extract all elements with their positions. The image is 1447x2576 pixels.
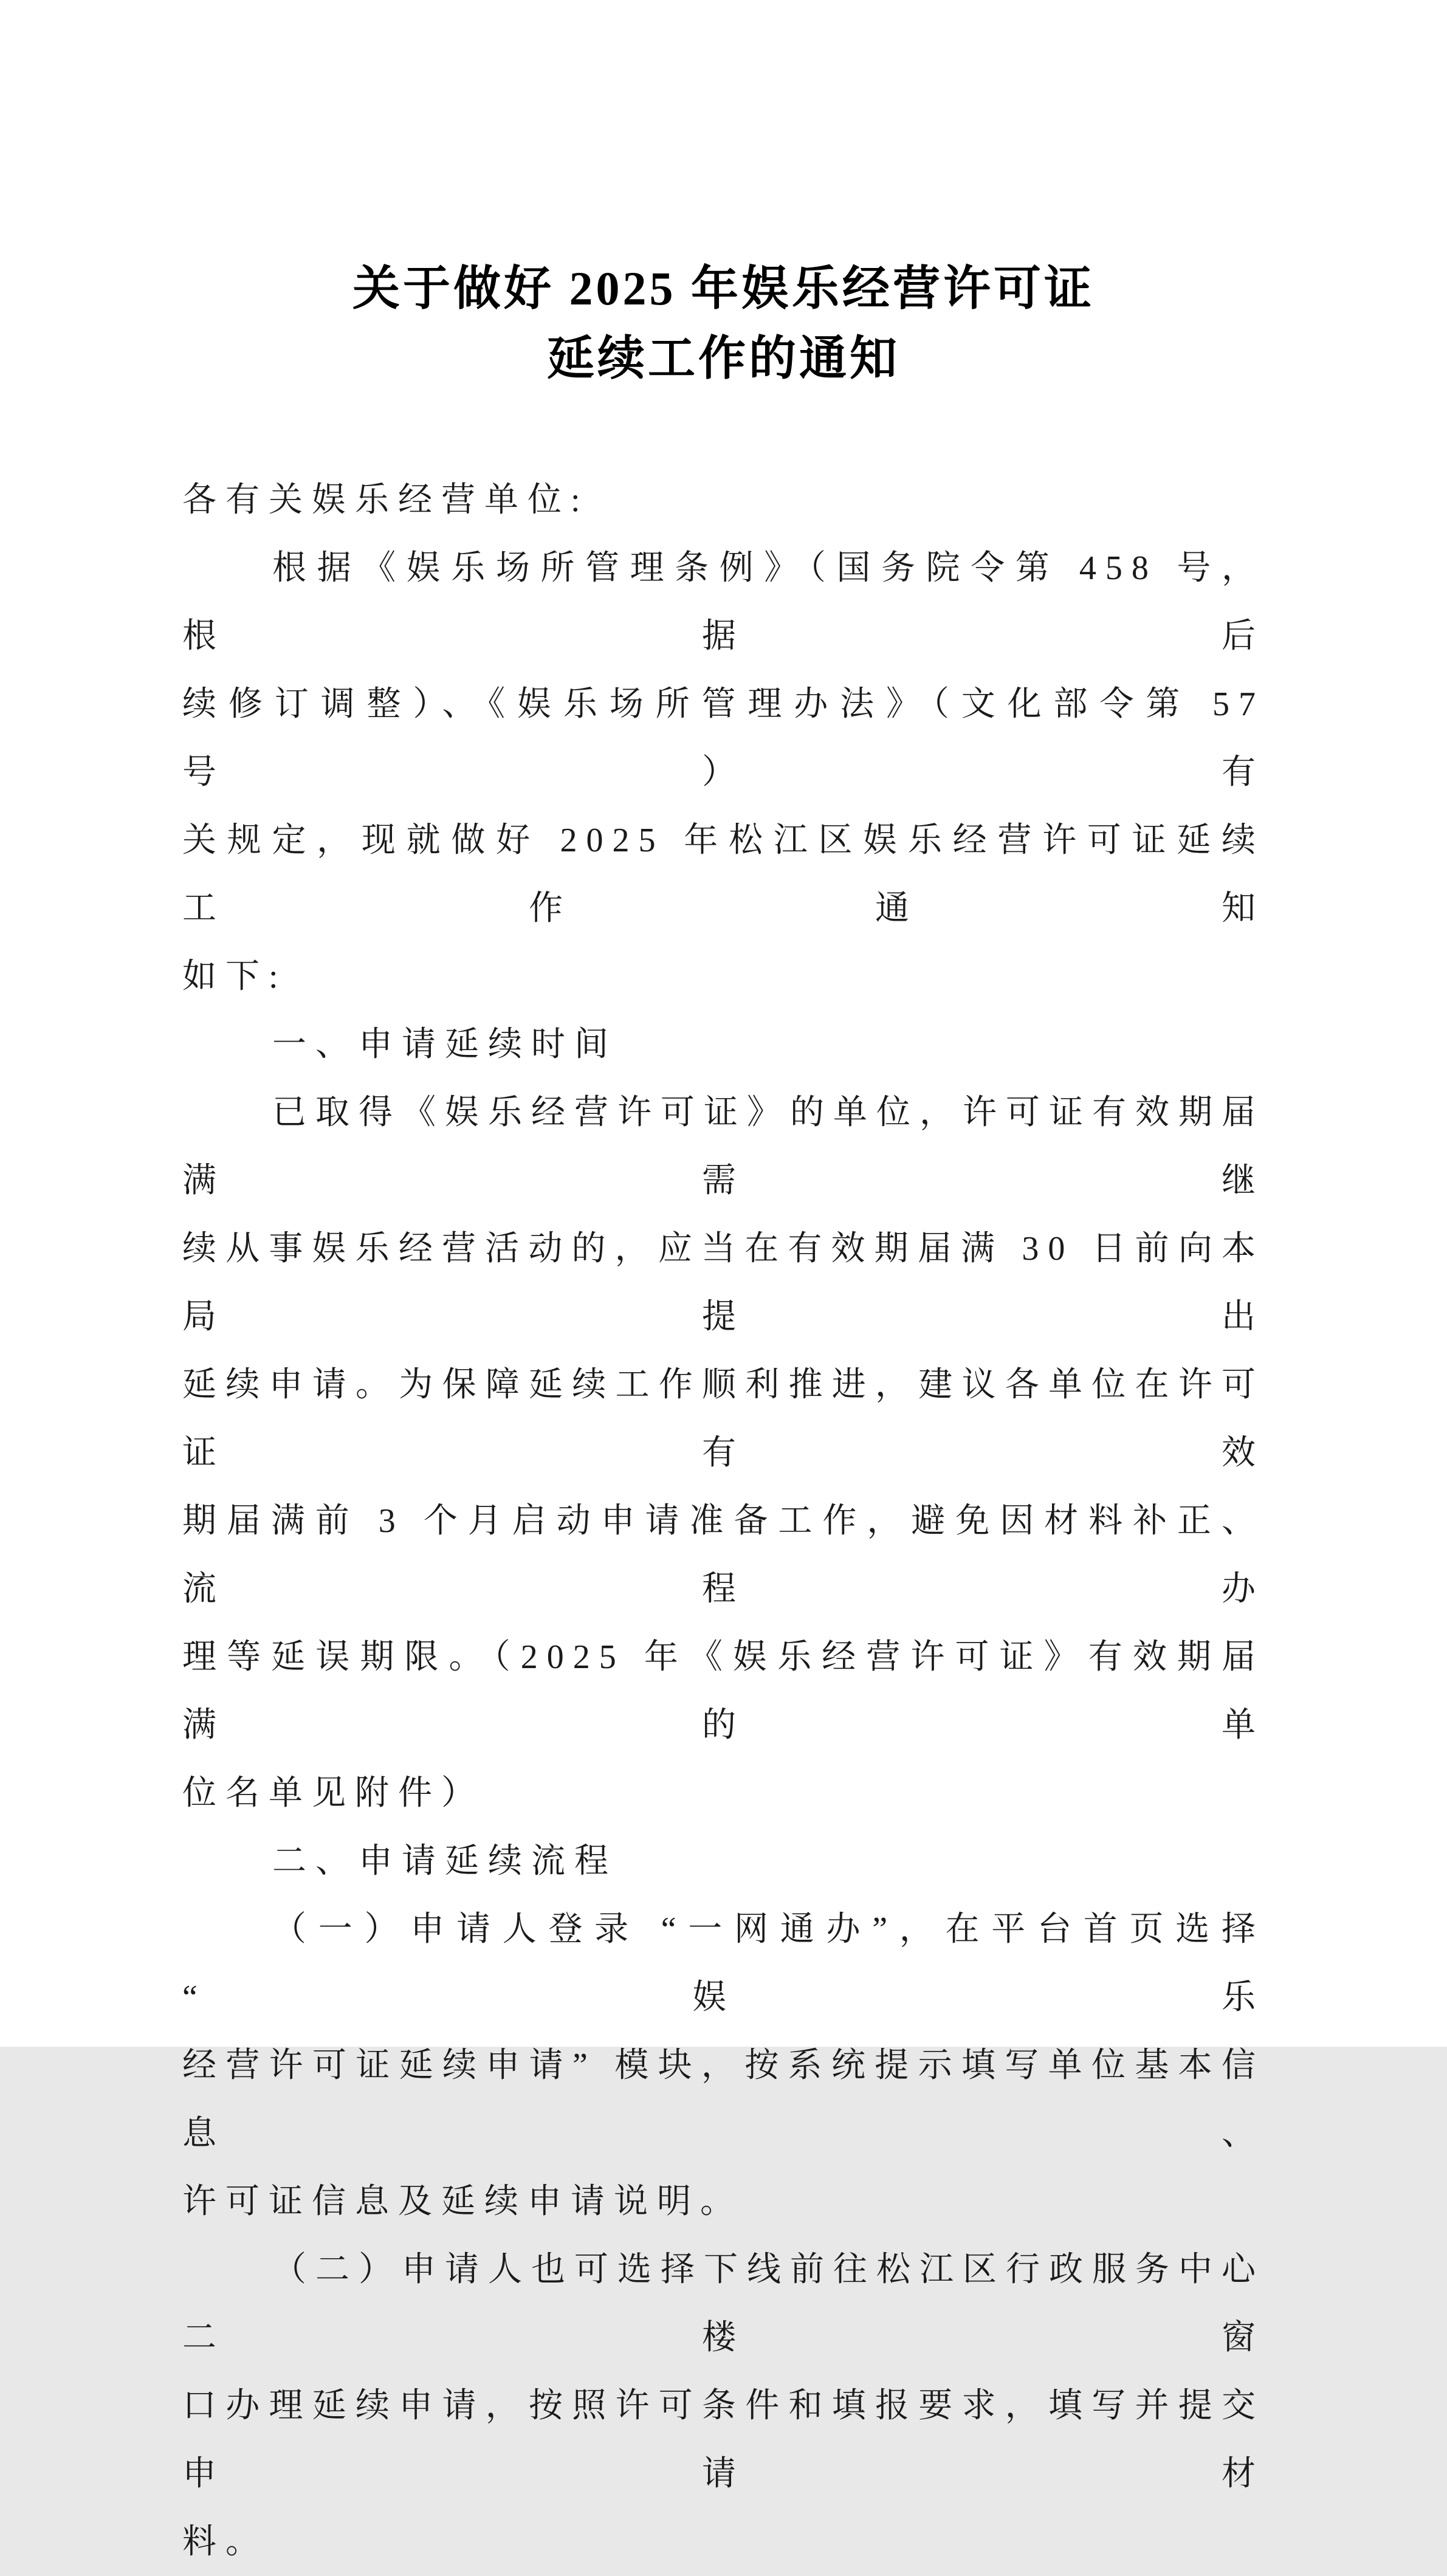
body-line: 料。 [182,2523,269,2561]
body-line: 续修订调整）、《娱乐场所管理办法》（文化部令第 57 号）有 [182,685,1265,791]
body-line: 根据《娱乐场所管理条例》（国务院令第 458 号，根据后 [182,549,1265,655]
document-title-line-2: 延续工作的通知 [546,332,900,385]
body-line: 理等延误期限。（2025 年《娱乐经营许可证》有效期届满的单 [182,1638,1265,1744]
document-title [182,253,1265,393]
body-line: 延续申请。为保障延续工作顺利推进，建议各单位在许可证有效 [182,1366,1265,1472]
section-heading-line: 一、申请延续时间 [272,1026,617,1063]
body-line: （二）申请人也可选择下线前往松江区行政服务中心二楼窗 [182,2251,1265,2357]
body-line: 口办理延续申请，按照许可条件和填报要求，填写并提交申请材 [182,2387,1265,2493]
body-line: 续从事娱乐经营活动的，应当在有效期届满 30 日前向本局提出 [182,1230,1265,1336]
body-line: （一）申请人登录 “一网通办”，在平台首页选择 “娱乐 [182,1911,1265,2016]
body-line: 已取得《娱乐经营许可证》的单位，许可证有效期届满需继 [182,1094,1265,1200]
section-heading-line: 二、申请延续流程 [272,1843,617,1880]
body-line: 位名单见附件） [182,1774,484,1812]
body-line: 如下: [182,958,287,995]
body-line: 经营许可证延续申请” 模块，按系统提示填写单位基本信息、 [182,2047,1265,2152]
document-title-line-1: 关于做好 2025 年娱乐经营许可证 [352,262,1095,315]
salutation-line: 各有关娱乐经营单位: [182,481,589,519]
document-body [182,466,1265,2576]
body-line: 许可证信息及延续申请说明。 [182,2183,743,2221]
body-line: 关规定，现就做好 2025 年松江区娱乐经营许可证延续工作通知 [182,822,1265,927]
body-line: 期届满前 3 个月启动申请准备工作，避免因材料补正、流程办 [182,1502,1265,1608]
